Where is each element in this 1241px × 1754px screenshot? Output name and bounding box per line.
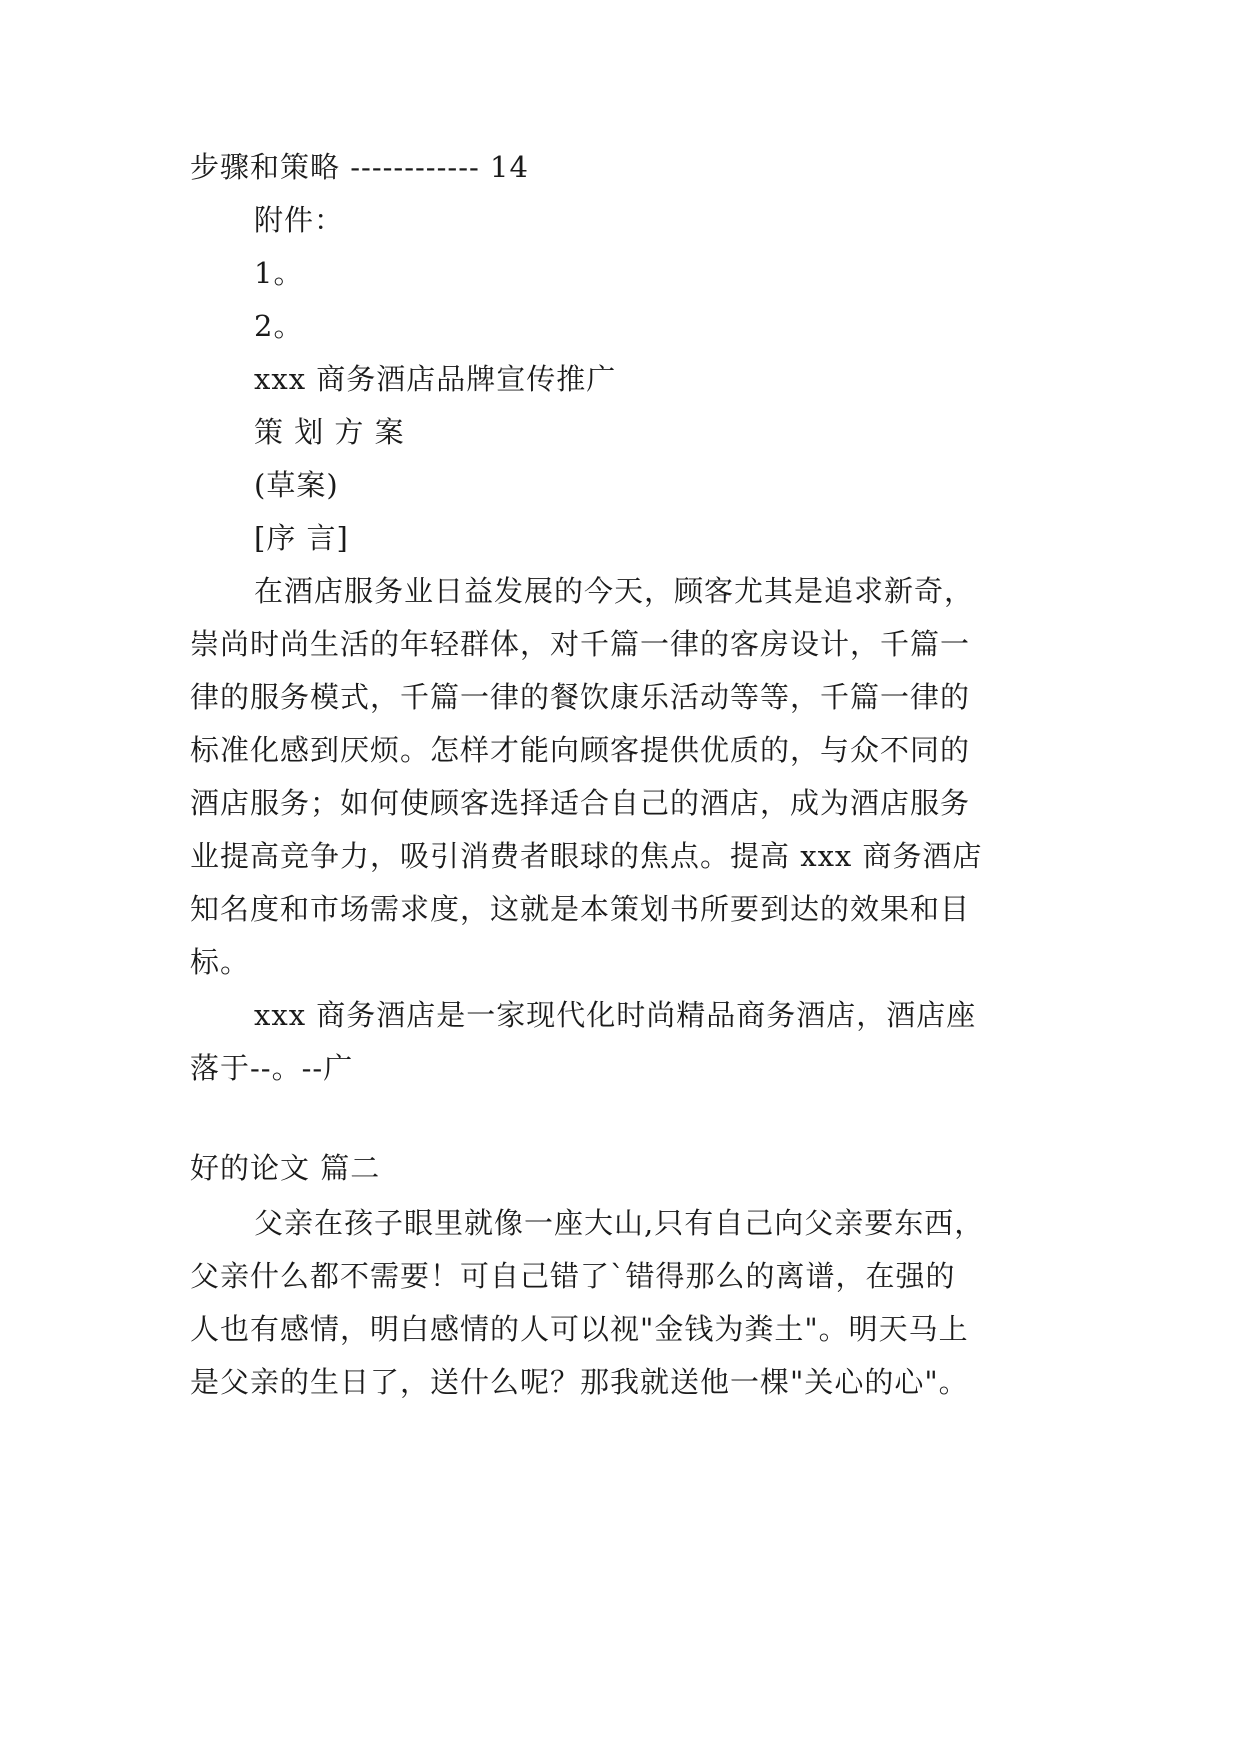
hotel-paragraph-line: 落于--。--广 <box>190 1051 354 1085</box>
preface-paragraph-line: 在酒店服务业日益发展的今天，顾客尤其是追求新奇， <box>254 574 975 608</box>
hotel-paragraph-line: xxx 商务酒店是一家现代化时尚精品商务酒店，酒店座 <box>254 998 977 1032</box>
plan-title-line1: xxx 商务酒店品牌宣传推广 <box>254 362 617 396</box>
essay-paragraph-line: 父亲在孩子眼里就像一座大山,只有自己向父亲要东西， <box>254 1206 985 1240</box>
preface-paragraph-line: 律的服务模式，千篇一律的餐饮康乐活动等等，千篇一律的 <box>190 680 971 714</box>
toc-entry: 步骤和策略 ------------ 14 <box>190 150 529 184</box>
essay-paragraph-line: 父亲什么都不需要！可自己错了`错得那么的离谱，在强的 <box>190 1259 956 1293</box>
preface-paragraph-line: 酒店服务；如何使顾客选择适合自己的酒店，成为酒店服务 <box>190 786 971 820</box>
essay-paragraph-line: 是父亲的生日了，送什么呢？那我就送他一棵"关心的心"。 <box>190 1365 969 1399</box>
plan-title-line2: 策 划 方 案 <box>254 415 405 449</box>
preface-paragraph-line: 标准化感到厌烦。怎样才能向顾客提供优质的，与众不同的 <box>190 733 971 767</box>
essay-paragraph-line: 人也有感情，明白感情的人可以视"金钱为粪土"。明天马上 <box>190 1312 969 1346</box>
preface-paragraph-line: 崇尚时尚生活的年轻群体，对千篇一律的客房设计，千篇一 <box>190 627 971 661</box>
preface-heading: [序 言] <box>254 521 349 555</box>
preface-paragraph-line: 知名度和市场需求度，这就是本策划书所要到达的效果和目 <box>190 892 971 926</box>
essay-heading: 好的论文 篇二 <box>190 1151 381 1185</box>
preface-paragraph-line: 业提高竞争力，吸引消费者眼球的焦点。提高 xxx 商务酒店 <box>190 839 983 873</box>
attachment-item: 2。 <box>254 309 304 343</box>
plan-draft-note: (草案) <box>254 468 339 502</box>
preface-paragraph-line: 标。 <box>190 945 251 979</box>
attachment-item: 1。 <box>254 256 304 290</box>
attachments-heading: 附件： <box>254 203 345 237</box>
